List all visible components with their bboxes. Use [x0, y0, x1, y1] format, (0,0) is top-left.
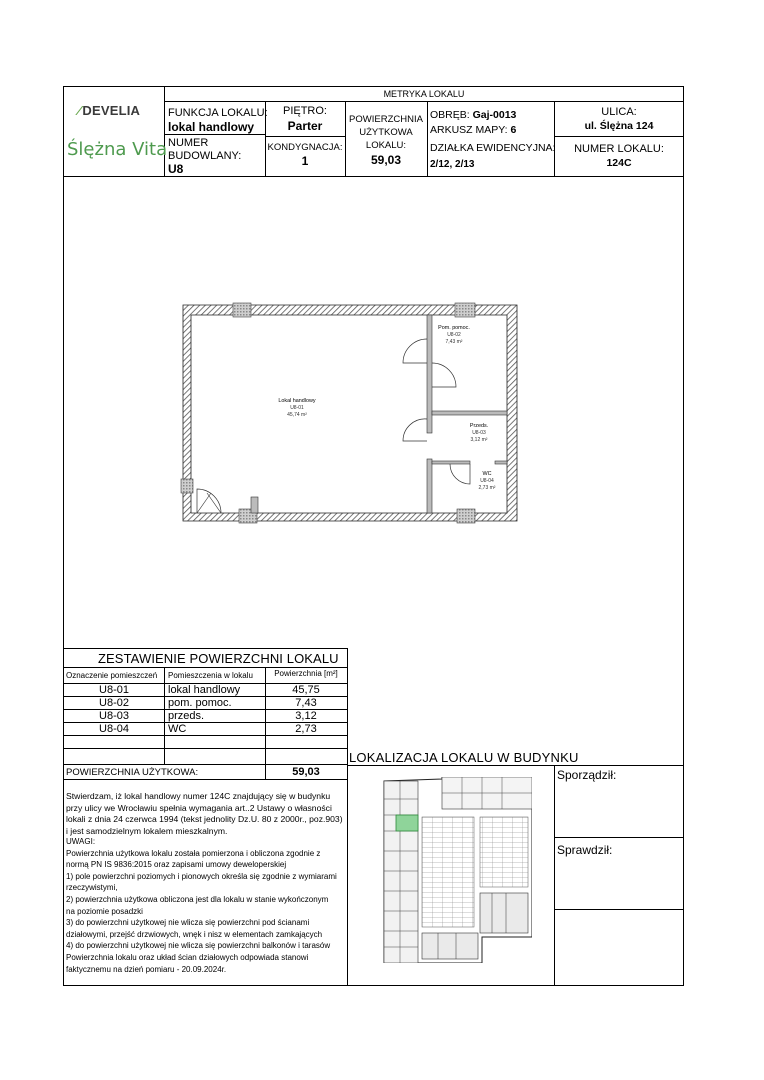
highlighted-unit — [396, 815, 418, 831]
room-name-label: Przeds. — [469, 423, 489, 429]
summary-cell-area: 45,75 — [292, 684, 320, 696]
prepared-label: Sporządził: — [557, 768, 617, 782]
obreb-label: OBRĘB: — [430, 109, 470, 121]
summary-col-header: Pomieszczenia w lokalu — [168, 671, 253, 680]
numer-lokalu-label: NUMER LOKALU: — [574, 143, 664, 155]
door-swing — [432, 363, 456, 387]
develia-mark-icon: ⁄ — [78, 103, 81, 118]
header-row-divider — [265, 136, 345, 137]
notes-line: Powierzchnia lokalu oraz układ ścian działowych odpowiada stanowi — [66, 952, 309, 962]
numer-bud-label: BUDOWLANY: — [168, 150, 242, 162]
arkusz-value: 6 — [510, 124, 517, 136]
pow-label: POWIERZCHNIA — [349, 114, 423, 125]
header-title-divider — [164, 101, 684, 102]
summary-cell-name: lokal handlowy — [168, 684, 241, 696]
summary-cell-name: przeds. — [168, 710, 205, 722]
column — [457, 509, 475, 523]
checked-label: Sprawdził: — [557, 843, 613, 857]
room-code-label: U8-03 — [472, 430, 486, 436]
numer-bud-value: U8 — [168, 162, 184, 176]
summary-col-divider — [164, 667, 165, 764]
obreb-value: Gaj-0013 — [472, 109, 517, 121]
kondygnacja-value: 1 — [301, 154, 309, 168]
room-area-label: 3,12 m² — [470, 437, 488, 443]
dzialka-label: DZIAŁKA EWIDENCYJNA: — [430, 142, 556, 154]
floor-plan — [177, 299, 527, 529]
summary-col-header: Powierzchnia [m²] — [274, 669, 338, 678]
signature-col-divider — [554, 765, 555, 986]
notes-line: normą PN IS 9836:2015 oraz zapisami umowy deweloperskiej — [66, 860, 287, 870]
header-col-divider — [164, 87, 165, 176]
room-name-label: Pom. pomoc. — [438, 325, 470, 331]
summary-cell-name: WC — [168, 723, 187, 735]
funkcja-label: FUNKCJA LOKALU: — [168, 107, 268, 119]
document-frame — [63, 86, 684, 986]
notes-line: działowymi, przejść drzwiowych, wnęk i nisz w elementach zamkających — [66, 929, 323, 939]
total-value: 59,03 — [292, 766, 320, 778]
obreb-row — [430, 109, 516, 122]
pietro-label: PIĘTRO: — [282, 105, 327, 117]
pow-label: UŻYTKOWA — [359, 127, 413, 138]
partition-wall — [251, 497, 258, 513]
summary-cell-area: 2,73 — [295, 723, 317, 735]
door-swing — [450, 464, 470, 484]
room-code-label: U8-01 — [290, 405, 304, 411]
room-area-label: 7,43 m² — [445, 339, 463, 345]
column — [181, 479, 193, 493]
notes-line: faktycznemu na dzień pomiaru - 20.09.2024r. — [66, 964, 227, 974]
total-label: POWIERZCHNIA UŻYTKOWA: — [66, 767, 199, 778]
column — [233, 303, 251, 317]
notes-line: rzeczywistymi, — [66, 883, 118, 893]
room-area-label: 2,73 m² — [478, 485, 496, 491]
room-name-label: Lokal handlowy — [278, 398, 316, 404]
pow-label: LOKALU: — [365, 140, 407, 151]
summary-cell-code: U8-03 — [99, 710, 129, 722]
partition-wall — [495, 461, 507, 464]
notes-line: 4) do powierzchni użytkowej nie wlicza się powierzchni balkonów i tarasów — [66, 941, 331, 951]
numer-bud-label: NUMER — [168, 137, 209, 149]
signature-row-divider — [554, 837, 684, 838]
notes-line: UWAGI: — [66, 837, 96, 846]
summary-top-line — [64, 648, 347, 649]
project-logo: Ślężna Vita — [67, 139, 168, 160]
location-title: LOKALIZACJA LOKALU W BUDYNKU — [349, 750, 579, 765]
header-row-divider — [164, 134, 265, 135]
summary-header-line — [64, 667, 347, 668]
notes-line: na poziomie posadzki — [66, 906, 143, 916]
notes-line: Powierzchnia użytkowa lokalu została pomierzona i obliczona zgodnie z — [66, 848, 321, 858]
summary-cell-area: 7,43 — [295, 697, 317, 709]
notes-line: 3) do powierzchni użytkowej nie wlicza się powierzchni pod ścianami — [66, 918, 310, 928]
building-location-plan — [382, 777, 532, 963]
room-area-label: 45,74 m² — [287, 412, 307, 418]
summary-right-border — [347, 648, 348, 986]
partition-wall — [432, 411, 507, 415]
develia-logo — [78, 103, 140, 118]
funkcja-value: lokal handlowy — [168, 120, 255, 134]
summary-total-line — [64, 764, 347, 765]
notes-block — [66, 836, 346, 986]
summary-row-line — [64, 748, 347, 749]
summary-cell-code: U8-02 — [99, 697, 129, 709]
door-swing — [197, 489, 221, 513]
pietro-value: Parter — [287, 119, 323, 133]
ulica-value: ul. Ślężna 124 — [584, 120, 654, 132]
summary-bottom-line — [64, 779, 347, 780]
arkusz-row — [430, 124, 516, 137]
dzialka-value: 2/12, 2/13 — [430, 159, 475, 170]
door-swing — [403, 419, 427, 441]
header-row-divider — [554, 136, 684, 137]
signature-row-divider — [554, 909, 684, 910]
notes-line: 1) pole powierzchni poziomych i pionowych określa się zgodnie z wymiarami — [66, 871, 337, 881]
summary-cell-code: U8-04 — [99, 723, 129, 735]
header-bottom-line — [64, 176, 684, 177]
partition-wall — [427, 315, 432, 433]
room-code-label: U8-02 — [447, 332, 461, 338]
develia-logo-text: DEVELIA — [82, 103, 141, 118]
column — [455, 303, 475, 317]
header-col-divider — [427, 101, 428, 176]
location-top-line — [347, 765, 684, 766]
numer-lokalu-value: 124C — [606, 157, 632, 169]
arkusz-label: ARKUSZ MAPY: — [430, 124, 508, 136]
pow-value: 59,03 — [370, 153, 402, 167]
room-code-label: U8-04 — [480, 478, 494, 484]
header-title: METRYKA LOKALU — [383, 89, 465, 99]
kondygnacja-label: KONDYGNACJA: — [267, 142, 343, 153]
ulica-label: ULICA: — [601, 106, 637, 118]
summary-cell-area: 3,12 — [295, 710, 317, 722]
notes-line: 2) powierzchnia użytkowa obliczona jest dla lokalu w stanie wykończonym — [66, 894, 329, 904]
statement-text: Stwierdzam, iż lokal handlowy numer 124C znajdujący się w budynku przy ulicy we Wrocławiu spełnia wymagania art..2 Ustawy o własności lokali z dnia 24 czerwca 1994 (tekst jednolity Dz.U. 80 z 2000r., poz.903) i jest samodzielnym lokalem mieszkalnym. — [66, 791, 343, 836]
room-name-label: WC — [482, 471, 492, 477]
summary-col-header: Oznaczenie pomieszczeń — [66, 671, 158, 680]
door-swing — [403, 339, 427, 363]
summary-title: ZESTAWIENIE POWIERZCHNI LOKALU — [98, 651, 339, 666]
summary-cell-name: pom. pomoc. — [168, 697, 232, 709]
partition-wall — [432, 461, 470, 464]
summary-cell-code: U8-01 — [99, 684, 129, 696]
partition-wall — [427, 459, 432, 513]
